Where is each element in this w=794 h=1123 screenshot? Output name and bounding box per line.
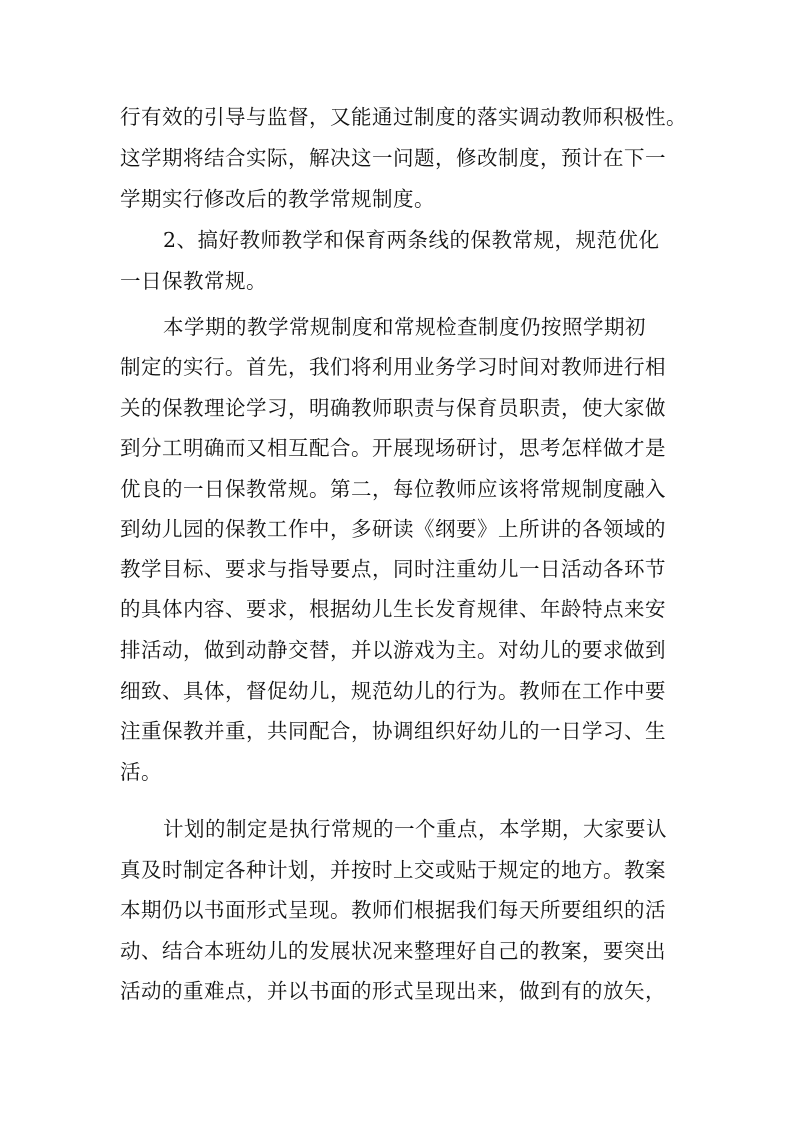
text-line: 一日保教常规。 bbox=[120, 269, 267, 293]
text-line: 制定的实行。首先，我们将利用业务学习时间对教师进行相 bbox=[120, 355, 666, 379]
text-line: 排活动，做到动静交替，并以游戏为主。对幼儿的要求做到 bbox=[120, 638, 666, 662]
text-line: 动、结合本班幼儿的发展状况来整理好自己的教案，要突出 bbox=[120, 939, 666, 963]
text-line: 的具体内容、要求，根据幼儿生长发育规律、年龄特点来安 bbox=[120, 597, 666, 621]
text-line: 活。 bbox=[120, 760, 162, 784]
text-line: 本学期的教学常规制度和常规检查制度仍按照学期初 bbox=[163, 315, 646, 339]
text-line: 注重保教并重，共同配合，协调组织好幼儿的一日学习、生 bbox=[120, 719, 666, 743]
text-line: 到幼儿园的保教工作中，多研读《纲要》上所讲的各领域的 bbox=[120, 517, 666, 541]
text-line: 本期仍以书面形式呈现。教师们根据我们每天所要组织的活 bbox=[120, 898, 666, 922]
text-line: 计划的制定是执行常规的一个重点，本学期，大家要认 bbox=[163, 817, 667, 841]
text-line: 活动的重难点，并以书面的形式呈现出来，做到有的放矢， bbox=[120, 979, 666, 1003]
text-line: 优良的一日保教常规。第二，每位教师应该将常规制度融入 bbox=[120, 477, 666, 501]
text-line: 行有效的引导与监督，又能通过制度的落实调动教师积极性。 bbox=[120, 105, 687, 129]
text-line: 这学期将结合实际，解决这一问题，修改制度，预计在下一 bbox=[120, 146, 666, 170]
text-line: 真及时制定各种计划，并按时上交或贴于规定的地方。教案 bbox=[120, 858, 666, 882]
text-line: 细致、具体，督促幼儿，规范幼儿的行为。教师在工作中要 bbox=[120, 679, 666, 703]
text-line: 2、搞好教师教学和保育两条线的保教常规，规范优化 bbox=[163, 228, 660, 252]
text-line: 学期实行修改后的教学常规制度。 bbox=[120, 187, 435, 211]
text-line: 教学目标、要求与指导要点，同时注重幼儿一日活动各环节 bbox=[120, 557, 666, 581]
text-line: 到分工明确而又相互配合。开展现场研讨，思考怎样做才是 bbox=[120, 436, 666, 460]
text-line: 关的保教理论学习，明确教师职责与保育员职责，使大家做 bbox=[120, 396, 666, 420]
